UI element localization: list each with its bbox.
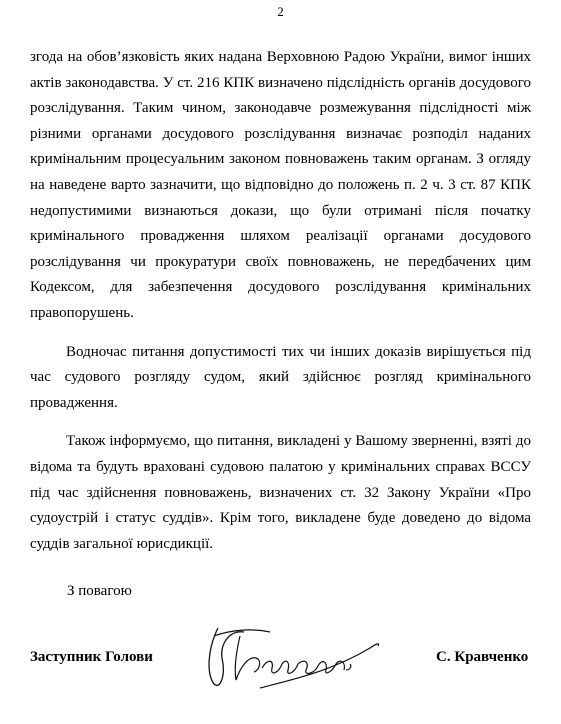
handwritten-signature (200, 618, 390, 698)
closing-phrase: З повагою (67, 583, 132, 599)
signer-title: Заступник Голови (30, 649, 153, 665)
paragraph-3: Також інформуємо, що питання, викладені у Вашому зверненні, взяті до відома та будуть враховані судовою палатою у кримінальних справах ВССУ під час здійснення повноважень, визначених ст. 32 Закону України «Про судоустрій і статус суддів». Крім того, викладене буде доведено до відома суддів загальної юрисдикції. (30, 433, 531, 552)
paragraph-1: згода на обов’язковість яких надана Верховною Радою України, вимог інших актів законодавства. У ст. 216 КПК визначено підслідність органів досудового розслідування. Таким чином, законодавче розмежування підслідності між різними органами досудового розслідування визначає розподіл наданих кримінальним процесуальним законом повноважень таким органам. З огляду на наведене варто зазначити, що відповідно до положень п. 2 ч. 3 ст. 87 КПК недопустимими визнаються докази, що були отримані після початку кримінального провадження шляхом реалізації органами досудового розслідування чи прокуратури своїх повноважень, не передбачених цим Кодексом, для забезпечення досудового розслідування кримінальних правопорушень. (30, 49, 531, 321)
paragraph-2: Водночас питання допустимості тих чи інших доказів вирішується під час судового розгляду судом, який здійснює розгляд кримінального провадження. (30, 343, 531, 411)
letter-body (30, 45, 531, 570)
signer-name: С. Кравченко (436, 649, 529, 665)
page-number: 2 (277, 4, 284, 19)
